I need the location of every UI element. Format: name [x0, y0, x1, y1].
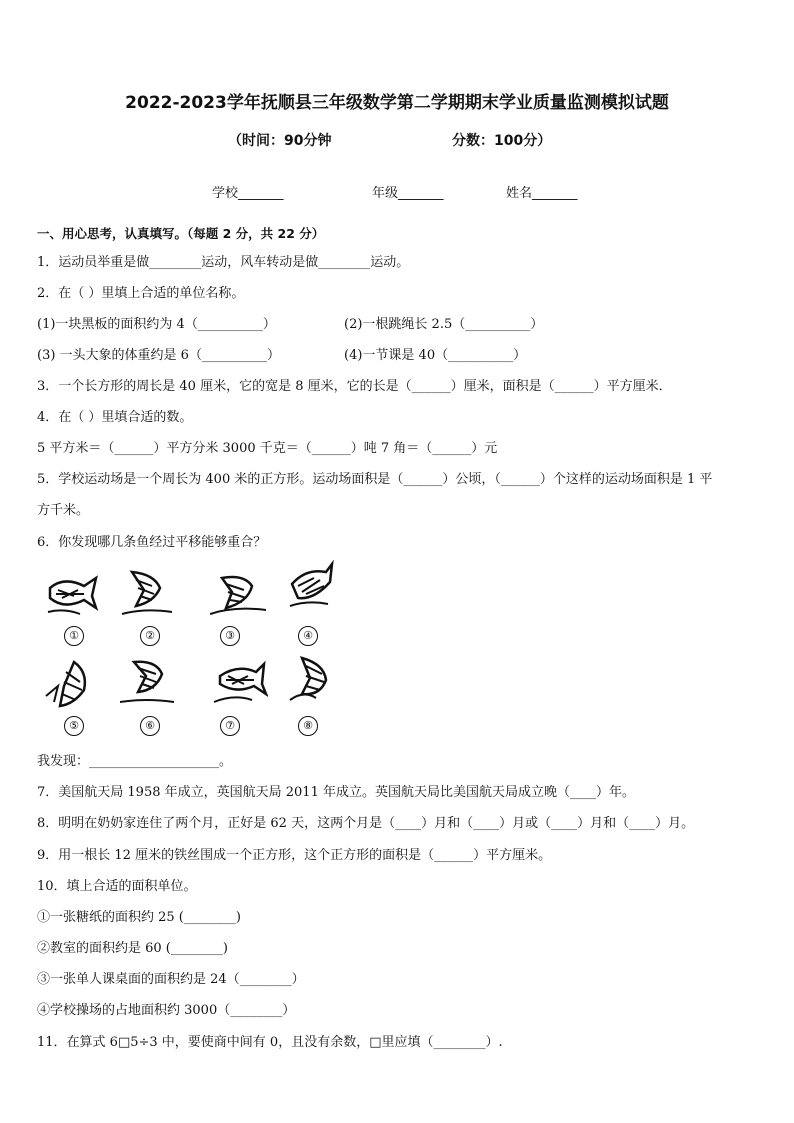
fish-label-4: ④ — [298, 626, 318, 646]
time-label: （时间：90分钟 — [228, 133, 332, 149]
fish-label-2: ② — [140, 626, 160, 646]
fish-label-6: ⑥ — [140, 716, 160, 736]
score-label: 分数：100分） — [452, 133, 552, 149]
question-2-part-4: (4)一节课是 40（__________） — [344, 348, 527, 363]
fish-figure — [40, 560, 340, 740]
fish-icon — [118, 562, 174, 618]
school-field[interactable]: 学校_______ — [212, 186, 284, 201]
section-heading: 一、用心思考，认真填写。（每题 2 分，共 22 分） — [37, 226, 325, 241]
question-10-part-2: ②教室的面积约是 60 (________) — [37, 941, 228, 956]
fish-icon — [286, 650, 342, 706]
question-10-part-1: ①一张糖纸的面积约 25 (________) — [37, 910, 241, 925]
question-4: 4．在（ ）里填合适的数。 — [37, 410, 193, 425]
question-7: 7．美国航天局 1958 年成立，英国航天局 2011 年成立。英国航天局比美国航天局成立晚（____）年。 — [37, 785, 635, 800]
question-2-part-3: (3) 一头大象的体重约是 6（__________） — [37, 348, 280, 363]
fish-icon — [212, 654, 268, 710]
fish-label-7: ⑦ — [220, 716, 240, 736]
question-10-part-4: ④学校操场的占地面积约 3000（________） — [37, 1003, 296, 1018]
fish-icon — [44, 656, 100, 712]
question-5-line-1: 5．学校运动场是一个周长为 400 米的正方形。运动场面积是（______）公顷，（______）个这样的运动场面积是 1 平 — [37, 472, 713, 487]
fish-icon — [44, 568, 100, 624]
question-9: 9．用一根长 12 厘米的铁丝围成一个正方形，这个正方形的面积是（______）平方厘米。 — [37, 848, 552, 863]
question-8: 8．明明在奶奶家连住了两个月，正好是 62 天，这两个月是（____）月和（____）月或（____）月和（____）月。 — [37, 816, 695, 831]
question-6-answer: 我发现：____________________。 — [37, 754, 233, 769]
question-10-part-3: ③一张单人课桌面的面积约是 24（________） — [37, 972, 305, 987]
question-6: 6．你发现哪几条鱼经过平移能够重合？ — [37, 535, 267, 550]
question-3: 3．一个长方形的周长是 40 厘米，它的宽是 8 厘米，它的长是（______）厘米，面积是（______）平方厘米． — [37, 379, 672, 394]
fish-icon — [284, 560, 340, 616]
question-5-line-2: 方千米。 — [37, 503, 90, 518]
page-title: 2022-2023学年抚顺县三年级数学第二学期期末学业质量监测模拟试题 — [125, 93, 669, 113]
fish-icon — [210, 564, 266, 620]
fish-label-8: ⑧ — [298, 716, 318, 736]
question-2-part-1: (1)一块黑板的面积约为 4（__________） — [37, 317, 276, 332]
grade-field[interactable]: 年级_______ — [372, 186, 444, 201]
question-2: 2．在（ ）里填上合适的单位名称。 — [37, 286, 245, 301]
fish-label-1: ① — [64, 626, 84, 646]
fish-label-5: ⑤ — [64, 716, 84, 736]
fish-icon — [120, 652, 176, 708]
question-1: 1．运动员举重是做________运动，风车转动是做________运动。 — [37, 255, 410, 270]
question-10: 10．填上合适的面积单位。 — [37, 879, 197, 894]
fish-label-3: ③ — [220, 626, 240, 646]
question-11: 11．在算式 6□5÷3 中，要使商中间有 0，且没有余数，□里应填（________）. — [37, 1035, 503, 1050]
name-field[interactable]: 姓名_______ — [506, 186, 578, 201]
question-2-part-2: (2)一根跳绳长 2.5（__________） — [344, 317, 544, 332]
question-4-items: 5 平方米＝（______）平方分米 3000 千克＝（______）吨 7 角＝（______）元 — [37, 441, 498, 456]
